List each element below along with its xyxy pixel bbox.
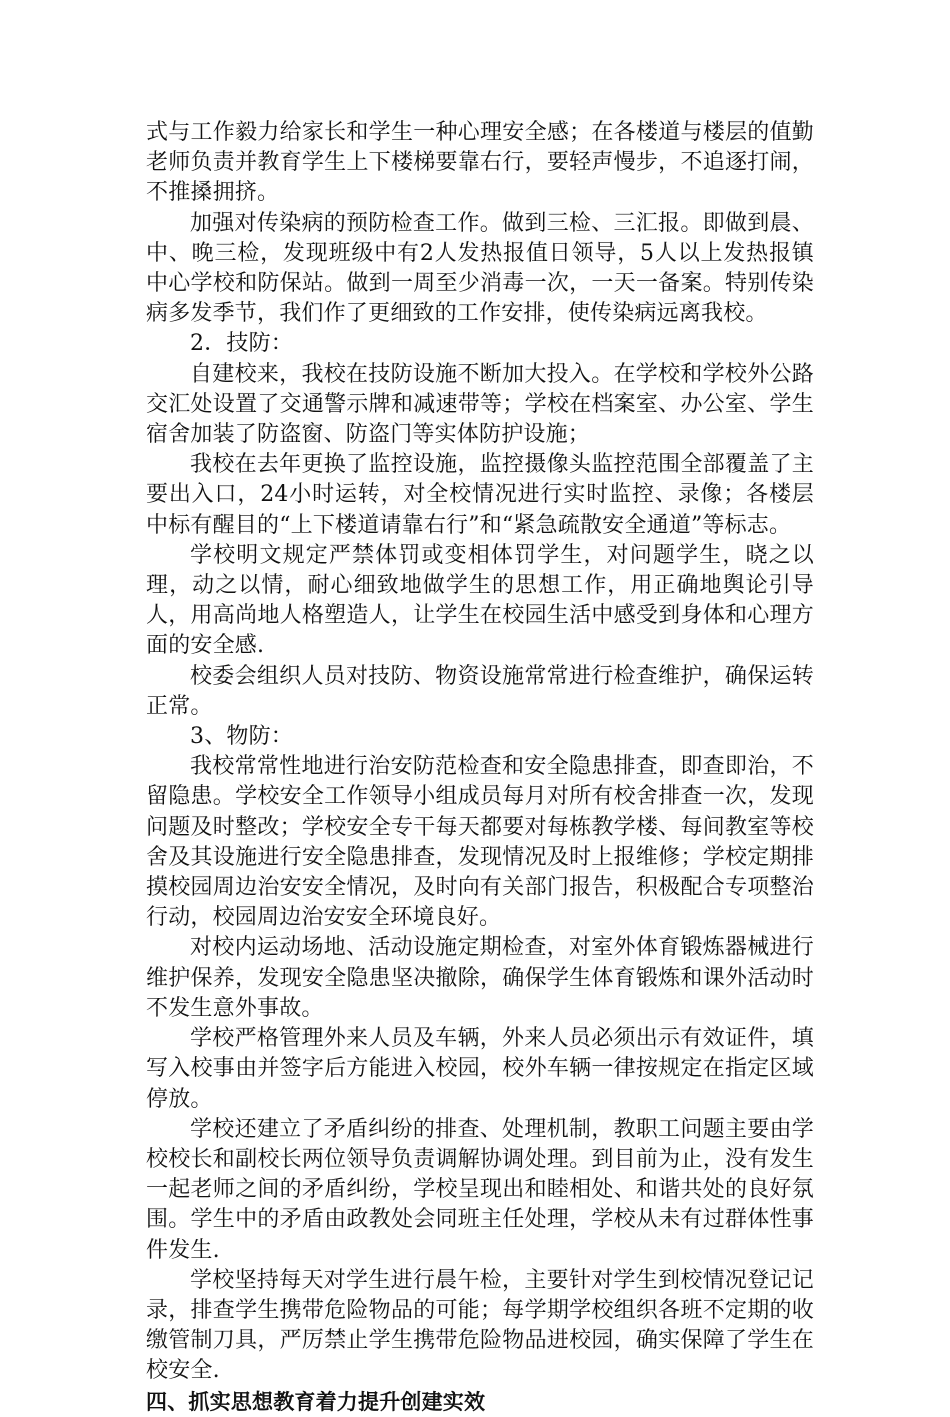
document-page: [146, 118, 814, 1417]
paragraph-visitor-management: 学校严格管理外来人员及车辆，外来人员必须出示有效证件，填写入校事由并签字后方能进入校园，校外车辆一律按规定在指定区域停放。: [146, 1026, 814, 1112]
paragraph-sports-facilities: 对校内运动场地、活动设施定期检查，对室外体育锻炼器械进行维护保养，发现安全隐患坚决撤除，确保学生体育锻炼和课外活动时不发生意外事故。: [146, 935, 814, 1021]
paragraph-disease-prevention: 加强对传染病的预防检查工作。做到三检、三汇报。即做到晨、中、晚三检，发现班级中有2人发热报值日领导，5人以上发热报镇中心学校和防保站。做到一周至少消毒一次，一天一备案。特别传染病多发季节，我们作了更细致的工作安排，使传染病远离我校。: [146, 210, 814, 327]
paragraph-continued: 式与工作毅力给家长和学生一种心理安全感；在各楼道与楼层的值勤老师负责并教育学生上下楼梯要靠右行，要轻声慢步，不追逐打闹，不推搡拥挤。: [146, 120, 814, 206]
section-heading-education: 四、抓实思想教育着力提升创建实效: [146, 1389, 486, 1414]
paragraph-safety-inspection: 我校常常性地进行治安防范检查和安全隐患排查，即查即治，不留隐患。学校安全工作领导小组成员每月对所有校舍排查一次，发现问题及时整改；学校安全专干每天都要对每栋教学楼、每间教室等校舍及其设施进行安全隐患排查，发现情况及时上报维修；学校定期排摸校园周边治安安全情况，及时向有关部门报告，积极配合专项整治行动，校园周边治安安全环境良好。: [146, 754, 814, 931]
paragraph-tech-investment: 自建校来，我校在技防设施不断加大投入。在学校和学校外公路交汇处设置了交通警示牌和减速带等；学校在档案室、办公室、学生宿舍加装了防盗窗、防盗门等实体防护设施；: [146, 361, 814, 448]
paragraph-maintenance: 校委会组织人员对技防、物资设施常常进行检查维护，确保运转正常。: [146, 663, 814, 719]
section-heading-tech-defense: 2．技防：: [190, 331, 293, 357]
paragraph-no-punishment: 学校明文规定严禁体罚或变相体罚学生，对问题学生，晓之以理，动之以情，耐心细致地做学生的思想工作，用正确地舆论引导人，用高尚地人格塑造人，让学生在校园生活中感受到身体和心理方面的安全感.: [146, 542, 814, 659]
paragraph-dispute-mechanism: 学校还建立了矛盾纠纷的排查、处理机制，教职工问题主要由学校校长和副校长两位领导负责调解协调处理。到目前为止，没有发生一起老师之间的矛盾纠纷，学校呈现出和睦相处、和谐共处的良好氛围。学生中的矛盾由政教处会同班主任处理，学校从未有过群体性事件发生.: [146, 1116, 814, 1263]
paragraph-monitoring: 我校在去年更换了监控设施，监控摄像头监控范围全部覆盖了主要出入口，24小时运转，对全校情况进行实时监控、录像；各楼层中标有醒目的“上下楼道请靠右行”和“紧急疏散安全通道”等标志。: [146, 452, 814, 538]
section-heading-physical-defense: 3、物防：: [190, 724, 293, 750]
paragraph-morning-check: 学校坚持每天对学生进行晨午检，主要针对学生到校情况登记记录，排查学生携带危险物品的可能；每学期学校组织各班不定期的收缴管制刀具，严厉禁止学生携带危险物品进校园，确实保障了学生在校安全.: [146, 1267, 814, 1384]
